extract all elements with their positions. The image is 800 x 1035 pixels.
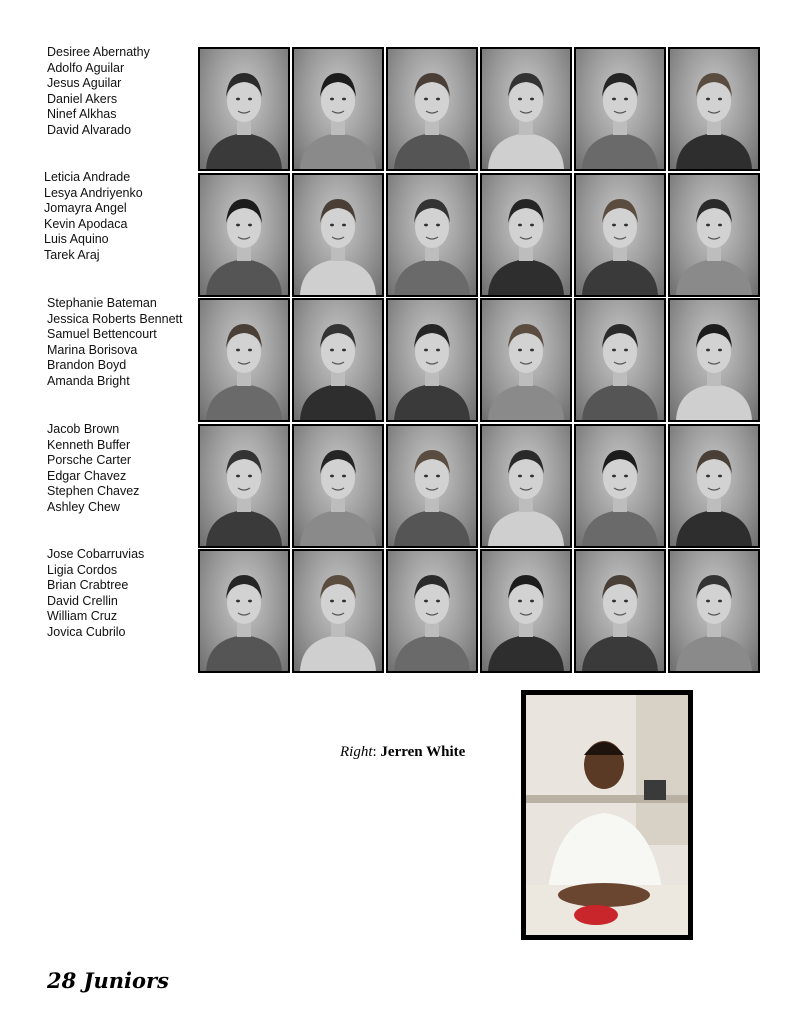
student-name: Luis Aquino xyxy=(44,232,109,247)
student-portrait xyxy=(668,173,760,297)
student-name: Jesus Aguilar xyxy=(47,76,122,91)
student-name: Stephen Chavez xyxy=(47,484,140,499)
student-portrait xyxy=(668,47,760,171)
student-name: Jose Cobarruvias xyxy=(47,547,145,561)
student-portrait xyxy=(386,424,478,548)
student-portrait xyxy=(292,424,384,548)
name-list-group-1 xyxy=(47,45,197,139)
caption-name: Jerren White xyxy=(380,744,466,760)
student-name: David Crellin xyxy=(47,593,118,608)
student-name: Tarek Araj xyxy=(44,247,100,262)
student-name: Jomayra Angel xyxy=(44,201,127,216)
student-name: Samuel Bettencourt xyxy=(47,327,157,342)
student-name: Lesya Andriyenko xyxy=(44,185,143,200)
student-name: Desiree Abernathy xyxy=(47,45,150,59)
photo-row-1 xyxy=(198,47,762,171)
page-footer xyxy=(47,968,169,993)
student-name: Leticia Andrade xyxy=(44,170,131,184)
feature-photo xyxy=(521,690,693,940)
student-name: Brian Crabtree xyxy=(47,578,129,593)
section-title: Juniors xyxy=(83,968,169,993)
student-name: Stephanie Bateman xyxy=(47,296,157,310)
student-name: Adolfo Aguilar xyxy=(47,60,125,75)
student-name: Ninef Alkhas xyxy=(47,107,117,122)
photo-caption xyxy=(340,744,465,761)
student-name: Ligia Cordos xyxy=(47,562,118,577)
student-portrait xyxy=(574,173,666,297)
photo-row-2 xyxy=(198,173,762,297)
student-portrait xyxy=(480,47,572,171)
student-name: Jovica Cubrilo xyxy=(47,624,126,639)
student-name: Amanda Bright xyxy=(47,373,130,388)
student-name: William Cruz xyxy=(47,609,118,624)
name-list-group-3 xyxy=(47,296,197,390)
student-name: Marina Borisova xyxy=(47,342,138,357)
name-list-group-5 xyxy=(47,547,197,641)
caption-separator: : xyxy=(372,744,381,760)
student-portrait xyxy=(198,424,290,548)
student-portrait xyxy=(668,424,760,548)
student-portrait xyxy=(668,549,760,673)
student-portrait xyxy=(198,549,290,673)
student-portrait xyxy=(198,298,290,422)
student-portrait xyxy=(574,47,666,171)
student-portrait xyxy=(292,173,384,297)
student-name: Daniel Akers xyxy=(47,91,118,106)
student-name: Brandon Boyd xyxy=(47,358,127,373)
student-portrait xyxy=(480,298,572,422)
student-portrait xyxy=(386,173,478,297)
page-number: 28 xyxy=(47,968,77,993)
caption-label: Right xyxy=(340,744,373,760)
student-portrait xyxy=(480,173,572,297)
student-portrait xyxy=(198,173,290,297)
student-name: Kevin Apodaca xyxy=(44,216,128,231)
student-portrait xyxy=(198,47,290,171)
student-portrait xyxy=(668,298,760,422)
student-portrait xyxy=(292,47,384,171)
student-portrait xyxy=(480,549,572,673)
photo-row-3 xyxy=(198,298,762,422)
student-portrait xyxy=(574,549,666,673)
photo-row-5 xyxy=(198,549,762,673)
student-name: Porsche Carter xyxy=(47,453,132,468)
student-name: Ashley Chew xyxy=(47,499,120,514)
student-name: Jacob Brown xyxy=(47,422,120,436)
student-portrait xyxy=(292,298,384,422)
name-list-group-4 xyxy=(47,422,197,516)
photo-row-4 xyxy=(198,424,762,548)
student-portrait xyxy=(386,47,478,171)
student-portrait xyxy=(574,298,666,422)
student-portrait xyxy=(386,298,478,422)
student-name: David Alvarado xyxy=(47,122,132,137)
student-portrait xyxy=(386,549,478,673)
student-name: Kenneth Buffer xyxy=(47,437,131,452)
student-name: Edgar Chavez xyxy=(47,468,127,483)
student-portrait xyxy=(480,424,572,548)
name-list-group-2 xyxy=(44,170,194,264)
student-portrait xyxy=(292,549,384,673)
student-portrait xyxy=(574,424,666,548)
student-name: Jessica Roberts Bennett xyxy=(47,311,183,326)
